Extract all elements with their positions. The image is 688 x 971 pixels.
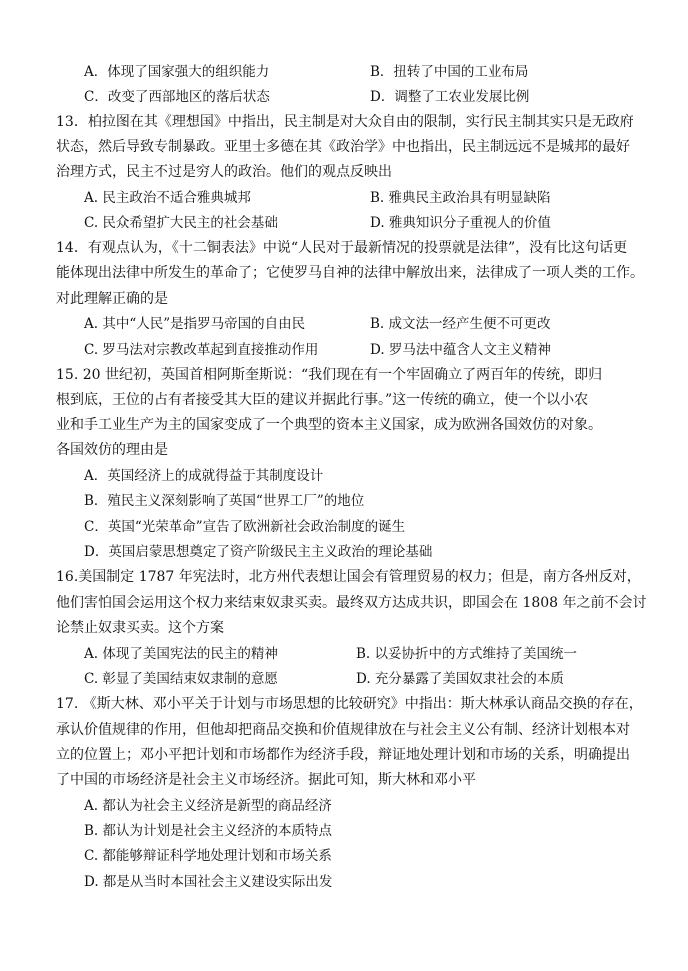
q13-option-b: B. 雅典民主政治具有明显缺陷 <box>370 190 551 206</box>
q12-option-b: B．扭转了中国的工业布局 <box>370 64 529 80</box>
q16-option-d: D. 充分暴露了美国奴隶社会的本质 <box>356 671 564 687</box>
q16-stem-line: 他们害怕国会运用这个权力来结束奴隶买卖。最终双方达成共识，即国会在 1808 年之前不会讨 <box>56 595 647 611</box>
q16-option-b: B. 以妥协折中的方式维持了美国统一 <box>356 646 578 662</box>
q15-option-a: A．英国经济上的成就得益于其制度设计 <box>84 468 324 484</box>
q16-option-c: C. 彰显了美国结束奴隶制的意愿 <box>84 671 278 687</box>
q13-option-c: C. 民众希望扩大民主的社会基础 <box>84 215 278 231</box>
q15-option-d: D．英国启蒙思想奠定了资产阶级民主主义政治的理论基础 <box>84 544 433 560</box>
q15-stem-line: 各国效仿的理由是 <box>56 442 168 458</box>
q17-option-c: C. 都能够辩证科学地处理计划和市场关系 <box>84 848 332 864</box>
q12-option-c: C．改变了西部地区的落后状态 <box>84 89 270 105</box>
q17-option-d: D. 都是从当时本国社会主义建设实际出发 <box>84 874 333 890</box>
q15-option-b: B．殖民主义深刻影响了英国“世界工厂”的地位 <box>84 493 365 509</box>
q17-stem-line: 了中国的市场经济是社会主义市场经济。据此可知，斯大林和邓小平 <box>56 772 476 788</box>
q16-option-a: A. 体现了美国宪法的民主的精神 <box>84 646 278 662</box>
q17-option-a: A. 都认为社会主义经济是新型的商品经济 <box>84 798 332 814</box>
q13-stem-line: 治理方式，民主不过是穷人的政治。他们的观点反映出 <box>56 164 392 180</box>
q12-option-d: D．调整了工农业发展比例 <box>370 89 530 105</box>
q15-stem-line: 根到底，王位的占有者接受其大臣的建议并据此行事。”这一传统的确立，使一个以小农 <box>56 392 589 408</box>
q17-stem-line: 立的位置上；邓小平把计划和市场都作为经济手段，辩证地处理计划和市场的关系，明确提出 <box>56 747 630 763</box>
q14-option-b: B. 成文法一经产生便不可更改 <box>370 316 551 332</box>
q13-stem-line: 13．柏拉图在其《理想国》中指出，民主制是对大众自由的限制，实行民主制其实只是无政府 <box>56 114 634 130</box>
q15-option-c: C．英国“光荣革命”宣告了欧洲新社会政治制度的诞生 <box>84 519 406 535</box>
q13-option-a: A. 民主政治不适合雅典城邦 <box>84 190 251 206</box>
q16-stem-line: 16.美国制定 1787 年宪法时，北方州代表想让国会有管理贸易的权力；但是，南方各州反对， <box>56 569 641 585</box>
q14-option-d: D. 罗马法中蕴含人文主义精神 <box>370 342 551 358</box>
q12-option-a: A．体现了国家强大的组织能力 <box>84 64 270 80</box>
q13-option-d: D. 雅典知识分子重视人的价值 <box>370 215 551 231</box>
q14-stem-line: 对此理解正确的是 <box>56 291 168 307</box>
q17-option-b: B. 都认为计划是社会主义经济的本质特点 <box>84 823 333 839</box>
q17-stem-line: 承认价值规律的作用，但他却把商品交换和价值规律放在与社会主义公有制、经济计划根本对 <box>56 722 630 738</box>
q15-stem-line: 15. 20 世纪初，英国首相阿斯奎斯说：“我们现在有一个牢固确立了两百年的传统，即归 <box>56 367 603 383</box>
q16-stem-line: 论禁止奴隶买卖。这个方案 <box>56 620 224 636</box>
q14-stem-line: 能体现出法律中所发生的革命了；它使罗马自神的法律中解放出来，法律成了一项人类的工作。 <box>56 265 644 281</box>
q14-option-a: A. 其中“人民”是指罗马帝国的自由民 <box>84 316 306 332</box>
q14-stem-line: 14．有观点认为，《十二铜表法》中说“人民对于最新情况的投票就是法律”，没有比这句话更 <box>56 240 628 256</box>
q15-stem-line: 业和手工业生产为主的国家变成了一个典型的资本主义国家，成为欧洲各国效仿的对象。 <box>56 417 602 433</box>
q14-option-c: C. 罗马法对宗教改革起到直接推动作用 <box>84 342 319 358</box>
q13-stem-line: 状态，然后导致专制暴政。亚里士多德在其《政治学》中也指出，民主制远远不是城邦的最好 <box>56 139 630 155</box>
q17-stem-line: 17. 《斯大林、邓小平关于计划与市场思想的比较研究》中指出：斯大林承认商品交换的存在， <box>56 696 643 712</box>
